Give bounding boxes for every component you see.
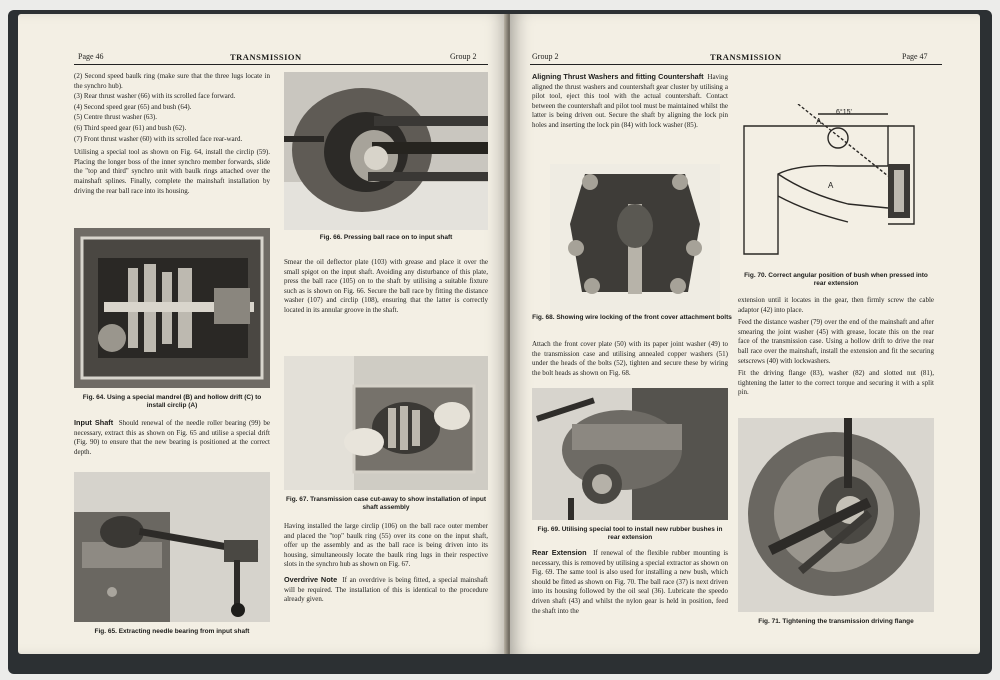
figure-70-diagram [738, 104, 934, 268]
assembly-list [74, 72, 270, 144]
paragraph: extension until it locates in the gear, then firmly screw the cable adaptor (42) into place. [738, 296, 934, 314]
right-page [510, 14, 980, 654]
figure-70-label-a: A [816, 117, 822, 126]
rear-extension-heading: Rear Extension [532, 548, 587, 557]
list-item: (5) Centre thrust washer (63). [74, 113, 158, 122]
deflector-paragraph-block [284, 258, 488, 319]
figure-65-photo [74, 472, 270, 622]
left-page [18, 14, 508, 654]
list-item: (7) Front thrust washer (60) with its scrolled face rear-ward. [74, 134, 243, 143]
figure-69-caption: Fig. 69. Utilising special tool to install new rubber bushes in rear extension [537, 526, 723, 541]
paragraph: Smear the oil deflector plate (103) with grease and place it over the small spigot on the input shaft. Avoiding any disturbance of this plate, press the ball race (105) on to the shaft by utilising a suitable fixture such as is shown on Fig. 66. Secure the ball race by fitting the distance washer (107) and circlip (108), ensuring that the latter is correctly located in its annular groove in the shaft. [284, 258, 488, 314]
figure-64-caption: Fig. 64. Using a special mandrel (B) and hollow drift (C) to install circlip (A) [82, 394, 262, 409]
thrust-heading: Aligning Thrust Washers and fitting Countershaft [532, 72, 704, 81]
input-shaft-section [74, 418, 270, 460]
right-page-number: Page 47 [902, 52, 928, 61]
right-section-title: TRANSMISSION [710, 52, 782, 62]
overdrive-text: If an overdrive is being fitted, a special mainshaft will be required. The installation of this is identical to the procedure already given. [284, 575, 488, 604]
figure-65-caption: Fig. 65. Extracting needle bearing from input shaft [94, 628, 250, 635]
overdrive-heading: Overdrive Note [284, 574, 338, 584]
left-section-title: TRANSMISSION [230, 52, 302, 62]
thrust-washer-section [532, 72, 728, 134]
left-header-rule [74, 64, 488, 65]
paragraph: Fit the driving flange (83), washer (82) and slotted nut (81), tightening the latter to the correct torque and securing it with a split pin. [738, 369, 934, 397]
list-item: (4) Second speed gear (65) and bush (64). [74, 102, 192, 111]
list-item: (6) Third speed gear (61) and bush (62). [74, 123, 187, 132]
extension-paragraph-block [738, 296, 934, 401]
input-shaft-text: Should renewal of the needle roller bearing (99) be necessary, extract this as shown on Fig. 65 and utilise a special drift (Fig. 90) to ensure that the new bearing is positioned at the correct depth. [74, 419, 270, 456]
list-item: (3) Rear thrust washer (66) with its scrolled face forward. [74, 92, 236, 101]
paragraph: Having installed the large circlip (106) on the ball race outer member and placed the "top" baulk ring (55) over its cone on the input shaft, offer up the assembly and as the ball race is being driven into its housing, simultaneously locate the baulk ring lugs in their respective slots in the synchro hub as shown on Fig. 67. [284, 522, 488, 569]
circlip-paragraph-block [284, 522, 488, 608]
figure-67-photo [284, 356, 488, 490]
rear-extension-section [532, 548, 728, 619]
figure-68-caption: Fig. 68. Showing wire locking of the front cover attachment bolts [532, 314, 732, 321]
figure-70-label-a-lower: A [828, 181, 834, 190]
figure-71-caption: Fig. 71. Tightening the transmission driving flange [758, 618, 914, 625]
figure-70-angle-label: 6°15' [836, 109, 852, 116]
list-item: (2) Second speed baulk ring (make sure that the three lugs locate in the synchro hub). [74, 72, 270, 90]
rear-extension-text: If renewal of the flexible rubber mounting is necessary, this is removed by utilising a special extractor as shown on Fig. 69. The same tool is also used for installing a new bush, which should be fitted as shown on Fig. 70. The ball race (37) is next driven into its housing followed by the oil seal (36). Lubricate the speedo driven shaft (43) and whilst the nylon gear is held in position, feed the shaft into the [532, 549, 728, 615]
thrust-text: Having aligned the thrust washers and countershaft gear cluster by utilising a pilot tool, eject this tool with the actual countershaft. Contact between the countershaft and pilot tool must be maintained whilst the latter is being driven out. Secure the shaft by aligning the lock pin holes and inserting the lock pin (84) with lock washer (85). [532, 73, 728, 129]
paragraph: Utilising a special tool as shown on Fig. 64, install the circlip (59). Placing the longer boss of the inner synchro member forwards, slide the "top and third" synchro unit with baulk rings attached over the mainshaft splines. Finally, complete the mainshaft installation by driving the rear ball race into its housing. [74, 148, 270, 195]
figure-70-caption: Fig. 70. Correct angular position of bush when pressed into rear extension [744, 272, 928, 287]
figure-66-caption: Fig. 66. Pressing ball race on to input shaft [319, 234, 453, 241]
left-group-label: Group 2 [450, 52, 477, 61]
figure-68-photo [550, 164, 720, 310]
left-page-number: Page 46 [78, 52, 104, 61]
paragraph: Attach the front cover plate (50) with its paper joint washer (49) to the transmission case and utilising annealed copper washers (51) under the heads of the bolts (52), tighten and secure these by wiring the bolt heads as shown on Fig. 68. [532, 340, 728, 377]
figure-71-photo [738, 418, 934, 612]
figure-64-photo [74, 228, 270, 388]
input-shaft-heading: Input Shaft [74, 418, 114, 427]
right-header-rule [530, 64, 942, 65]
right-group-label: Group 2 [532, 52, 559, 61]
paragraph: Feed the distance washer (79) over the end of the mainshaft and after smearing the joint washer (45) with grease, locate this on the rear face of the transmission case. Using a hollow drift to drive the rear ball race over the mainshaft, install the extension and fit the securing setscrews (40) with lockwashers. [738, 318, 934, 365]
figure-67-caption: Fig. 67. Transmission case cut-away to show installation of input shaft assembly [285, 496, 487, 511]
figure-66-photo [284, 72, 488, 230]
left-intro-text [74, 72, 270, 199]
figure-69-photo [532, 388, 728, 520]
front-cover-paragraph-block [532, 340, 728, 381]
